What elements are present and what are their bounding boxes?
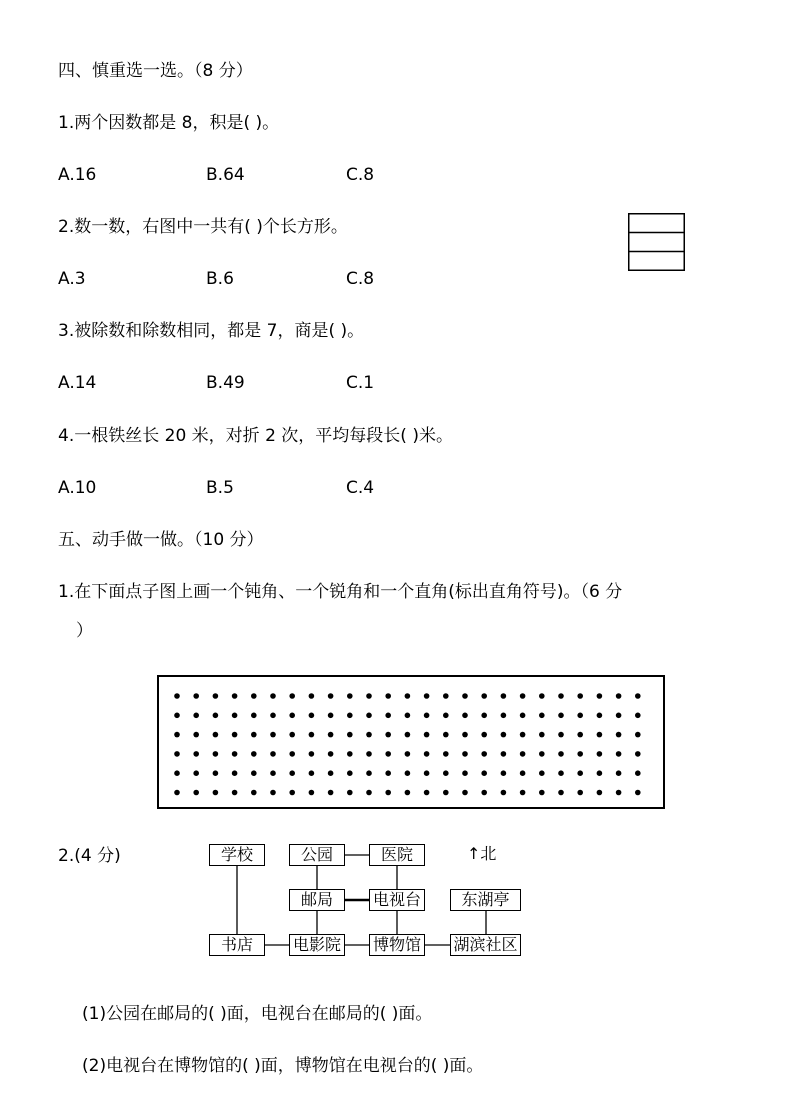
map-place-park: 公园 xyxy=(289,844,345,866)
question-3-option-b: B.49 xyxy=(206,373,245,393)
section-4-heading: 四、慎重选一选。（8 分） xyxy=(58,61,253,81)
question-3-text: 3.被除数和除数相同，都是 7，商是( )。 xyxy=(58,321,365,341)
map-place-bookstore: 书店 xyxy=(209,934,265,956)
map-place-post-office: 邮局 xyxy=(289,889,345,911)
question-1-option-b: B.64 xyxy=(206,165,245,185)
question-4-option-c: C.4 xyxy=(346,478,375,498)
section-5-heading: 五、动手做一做。（10 分） xyxy=(58,530,264,550)
question-1-option-a: A.16 xyxy=(58,165,97,185)
question-4-option-b: B.5 xyxy=(206,478,234,498)
question-4-option-a: A.10 xyxy=(58,478,97,498)
question-1-option-c: C.8 xyxy=(346,165,375,185)
section-5-question-2-label: 2.(4 分) xyxy=(58,846,121,866)
question-3-option-a: A.14 xyxy=(58,373,97,393)
question-2-option-b: B.6 xyxy=(206,269,234,289)
map-place-community: 湖滨社区 xyxy=(450,934,521,956)
map-place-museum: 博物馆 xyxy=(369,934,425,956)
question-2-option-c: C.8 xyxy=(346,269,375,289)
section-5-subquestion-2: (2)电视台在博物馆的( )面，博物馆在电视台的( )面。 xyxy=(82,1056,484,1076)
question-2-option-a: A.3 xyxy=(58,269,86,289)
map-place-tv-station: 电视台 xyxy=(369,889,425,911)
question-3-option-c: C.1 xyxy=(346,373,375,393)
map-place-hospital: 医院 xyxy=(369,844,425,866)
north-indicator xyxy=(467,843,496,865)
north-label: 北 xyxy=(480,844,497,863)
map-place-school: 学校 xyxy=(209,844,265,866)
question-1-text: 1.两个因数都是 8，积是( )。 xyxy=(58,113,280,133)
section-5-subquestion-1: (1)公园在邮局的( )面，电视台在邮局的( )面。 xyxy=(82,1004,433,1024)
question-2-text: 2.数一数，右图中一共有( )个长方形。 xyxy=(58,217,348,237)
section-5-question-1-line-2: ） xyxy=(76,621,93,641)
section-5-question-1-line-1: 1.在下面点子图上画一个钝角、一个锐角和一个直角(标出直角符号)。（6 分 xyxy=(58,582,623,602)
map-place-pavilion: 东湖亭 xyxy=(450,889,521,911)
map-place-cinema: 电影院 xyxy=(289,934,345,956)
north-arrow-icon: ↑ xyxy=(467,844,481,863)
question-4-text: 4.一根铁丝长 20 米，对折 2 次，平均每段长( )米。 xyxy=(58,426,453,446)
